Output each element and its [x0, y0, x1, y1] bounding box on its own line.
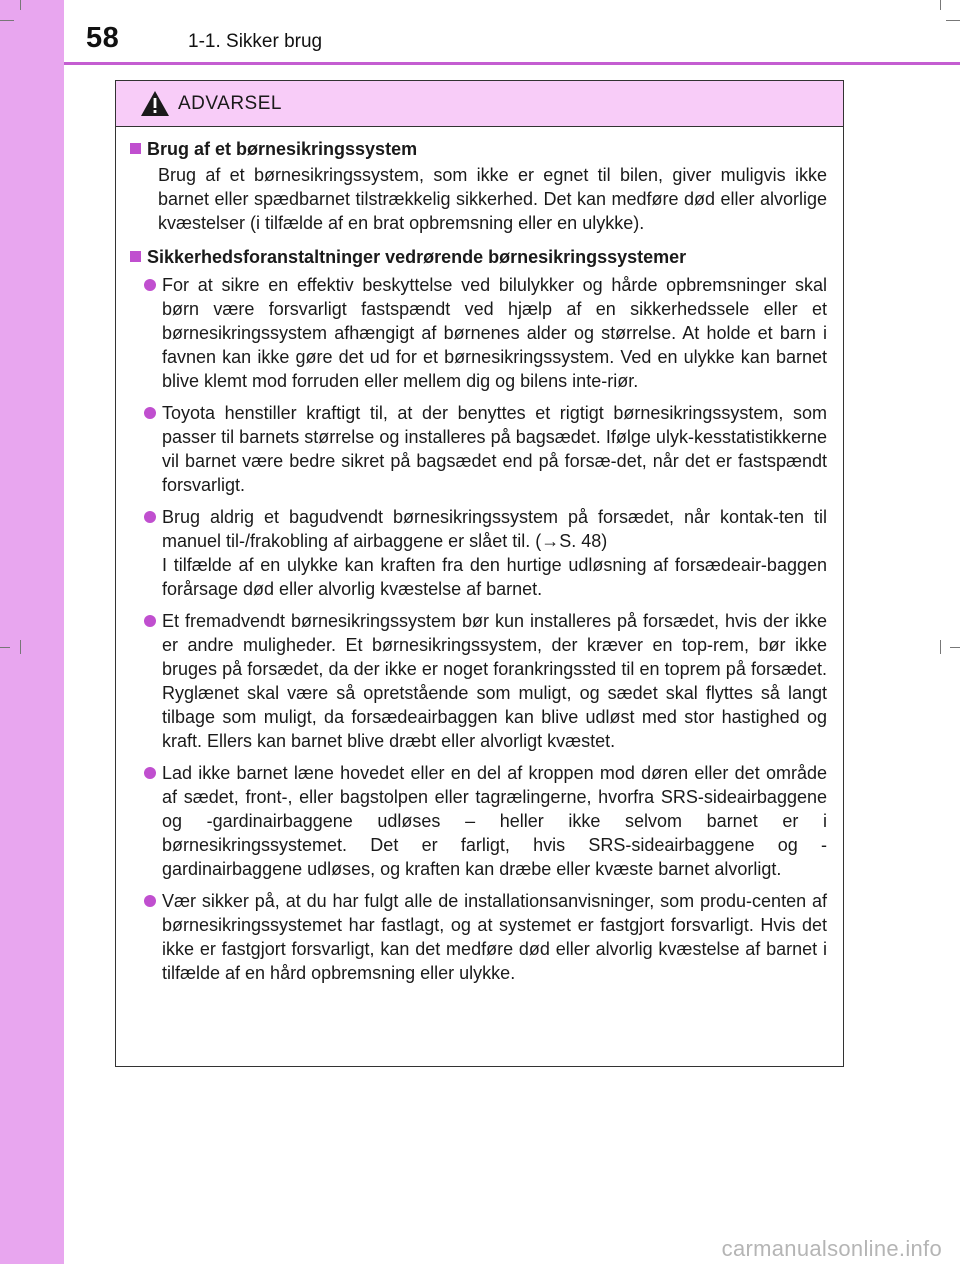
section-heading — [128, 137, 827, 161]
crop-mark — [20, 640, 21, 654]
bullet-text: Toyota henstiller kraftigt til, at der benyttes et rigtigt børnesikringssystem, som passer til barnets størrelse og installeres på bagsædet. Ifølge ulyk-kesstatistikkerne vil barnet være bedre sikret på bagsædet end på forsæ-det, når det er fastspændt forsvarligt. — [162, 403, 827, 495]
round-bullet-icon — [144, 615, 156, 627]
bullet-text: Brug aldrig et bagudvendt børnesikringssystem på forsædet, når kontak-ten til manuel til-/frakobling af airbaggene er slået til. (→S. 48) I tilfælde af en ulykke kan kraften fra den hurtige udløsning af forsædeair-baggen forårsage død eller alvorlig kvæstelse af barnet. — [162, 507, 827, 599]
bullet-text: For at sikre en effektiv beskyttelse ved bilulykker og hårde opbremsninger skal børn være forsvarligt fastspændt ved hjælp af en sikkerhedssele eller et børnesikringssystem afhængigt af børnenes alder og størrelse. At holde et barn i favnen kan ikke gøre det ud for et børnesikringssystem. Ved en ulykke kan barnet blive klemt mod forruden eller mellem dig og bilens inte-riør. — [162, 275, 827, 391]
warning-body — [116, 127, 843, 985]
bullet-item — [138, 505, 827, 601]
round-bullet-icon — [144, 895, 156, 907]
left-sidebar-band — [0, 0, 64, 1264]
bullet-text: Vær sikker på, at du har fulgt alle de installationsanvisninger, som produ-centen af børnesikringssystemet har fastlagt, og at systemet er fastgjort forsvarligt. Hvis det ikke er fastgjort forsvarligt, kan det medføre død eller alvorlig kvæstelse af barnet i tilfælde af en hård opbremsning eller ulykke. — [162, 891, 827, 983]
round-bullet-icon — [144, 279, 156, 291]
round-bullet-icon — [144, 767, 156, 779]
section-paragraph: Brug af et børnesikringssystem, som ikke er egnet til bilen, giver muligvis ikke barnet eller spædbarnet tilstrækkelig sikkerhed. Det kan medføre død eller alvorlige kvæstelser (i tilfælde af en brat opbremsning eller en ulykke). — [158, 165, 827, 233]
crop-mark — [946, 20, 960, 21]
bullet-text: Lad ikke barnet læne hovedet eller en del af kroppen mod døren eller det område af sædet, front-, eller bagstolpen eller tagrælingerne, hvorfra SRS-sideairbaggene og -gardinairbaggene udløses – heller ikke selvom barnet er i børnesikringssystemet. Det er farligt, hvis SRS-sideairbaggene og -gardinairbaggene udløses, og kraften kan dræbe eller kvæste barnet alvorligt. — [162, 763, 827, 879]
round-bullet-icon — [144, 511, 156, 523]
bullet-item — [138, 889, 827, 985]
bullet-item — [138, 273, 827, 393]
bullet-item — [138, 761, 827, 881]
warning-box — [115, 80, 844, 1067]
section-title: 1-1. Sikker brug — [188, 31, 323, 52]
bullet-item — [138, 609, 827, 753]
crop-mark — [0, 20, 14, 21]
bullet-text: Et fremadvendt børnesikringssystem bør kun installeres på forsædet, hvis der ikke er andre muligheder. Et børnesikringssystem, der kræver en top-rem, bør ikke bruges på forsædet, da der ikke er noget forankringssted til en toprem på forsædet. Ryglænet skal være så opretstående som muligt, og sædet skal flyttes så langt tilbage som muligt, da forsædeairbaggen kan blive udløst med stor hastighed og kraft. Ellers kan barnet blive dræbt eller alvorligt kvæstet. — [162, 611, 827, 751]
page-number: 58 — [86, 22, 120, 54]
section-heading — [128, 245, 827, 269]
crop-mark — [0, 647, 10, 648]
bullet-item — [138, 401, 827, 497]
square-bullet-icon — [130, 143, 141, 154]
header-rule — [64, 62, 960, 65]
crop-mark — [940, 0, 941, 10]
section-heading-text: Brug af et børnesikringssystem — [147, 139, 418, 159]
crop-mark — [20, 0, 21, 10]
warning-header — [116, 81, 843, 127]
warning-triangle-icon — [140, 90, 170, 117]
watermark: carmanualsonline.info — [721, 1236, 942, 1261]
section-heading-text: Sikkerhedsforanstaltninger vedrørende børnesikringssystemer — [147, 247, 687, 267]
crop-mark — [950, 647, 960, 648]
warning-title: ADVARSEL — [178, 92, 282, 114]
crop-mark — [940, 640, 941, 654]
square-bullet-icon — [130, 251, 141, 262]
round-bullet-icon — [144, 407, 156, 419]
